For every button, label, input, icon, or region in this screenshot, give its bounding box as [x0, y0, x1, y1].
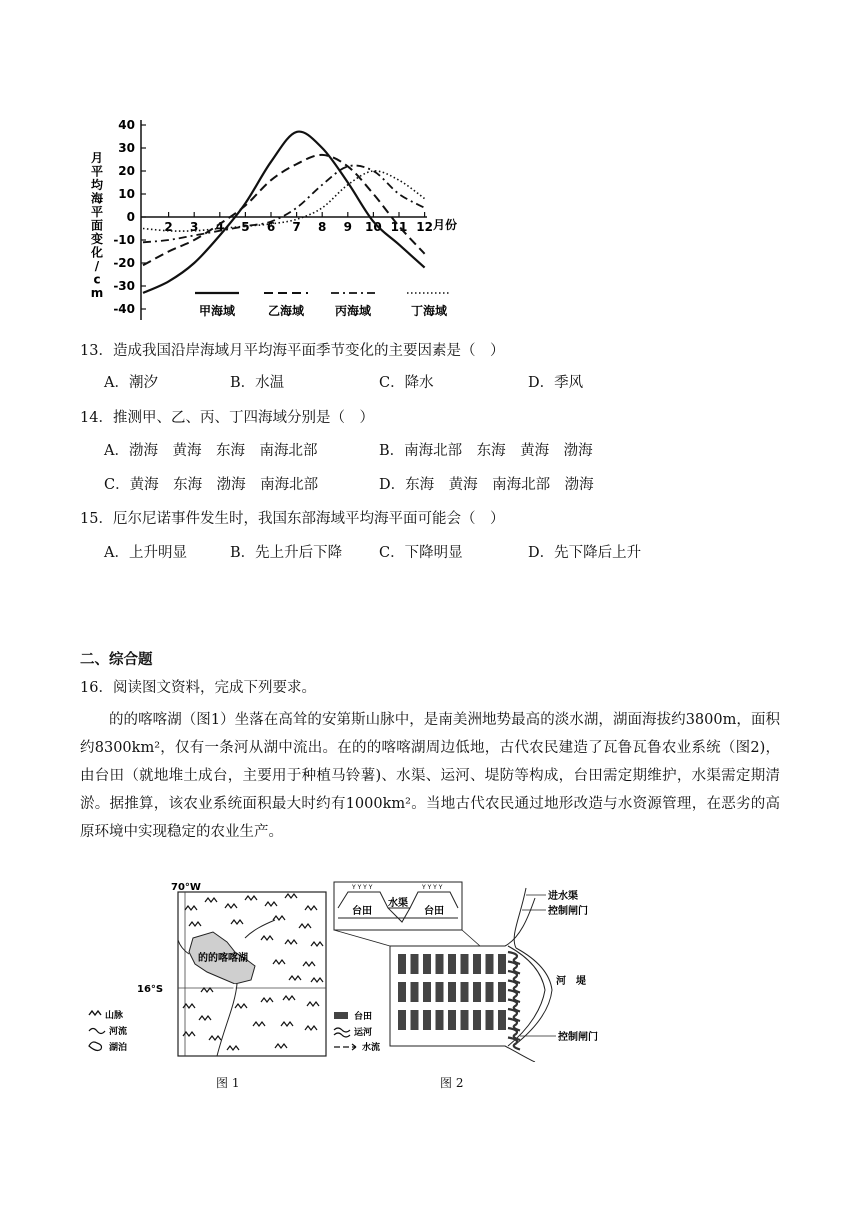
x-tick-label: 8: [318, 220, 327, 234]
raised-field: [461, 982, 469, 1002]
mountain-symbol: [227, 1046, 239, 1050]
q14-option-d[interactable]: D．东海 黄海 南海北部 渤海: [379, 477, 594, 493]
river-dike-label: 河 堤: [556, 976, 586, 987]
legend-label-2: 乙海域: [267, 304, 305, 318]
raised-field: [423, 982, 431, 1002]
lake-legend-icon: [89, 1042, 102, 1050]
q15-option-d[interactable]: D．先下降后上升: [528, 545, 642, 561]
mountain-symbol: [273, 960, 285, 964]
mountain-symbol: [311, 942, 323, 946]
mountain-symbol: [253, 1022, 265, 1026]
figure-1-caption: 图 1: [216, 1076, 240, 1090]
figure-1-legend: [89, 1009, 127, 1053]
svg-text:/: /: [94, 259, 100, 273]
q15-option-b[interactable]: B．先上升后下降: [230, 545, 343, 561]
svg-text:山脉: 山脉: [105, 1011, 124, 1021]
svg-text:平: 平: [90, 205, 104, 219]
raised-field: [411, 982, 419, 1002]
x-tick-label: 12: [416, 220, 433, 234]
raised-field: [461, 1010, 469, 1030]
svg-text:c: c: [93, 272, 101, 287]
svg-text:海: 海: [90, 191, 104, 206]
mountain-symbol: [231, 920, 243, 924]
svg-text:变: 变: [90, 232, 104, 246]
platform-legend-icon: [334, 1012, 348, 1019]
figure-2-diagram: [330, 878, 630, 1062]
latitude-label: 16°S: [137, 984, 164, 995]
svg-text:均: 均: [90, 178, 104, 192]
mountain-symbol: [245, 896, 257, 900]
mountain-symbol: [199, 1016, 211, 1020]
raised-field: [448, 982, 456, 1002]
series-line-1: [143, 132, 425, 293]
sea-level-chart: [85, 110, 505, 330]
raised-field: [498, 1010, 506, 1030]
x-tick-label: 2: [164, 220, 173, 234]
water-flow-legend-icon: [334, 1044, 356, 1050]
mountain-symbol: [275, 1044, 287, 1048]
mountain-symbol: [261, 998, 273, 1002]
x-tick-label: 10: [365, 220, 382, 234]
raised-field: [423, 954, 431, 974]
mountain-symbol: [185, 906, 197, 910]
inset-label-platform-1: 台田: [352, 906, 372, 917]
x-tick-label: 3: [190, 220, 199, 234]
x-tick-label: 4: [215, 220, 224, 234]
inset-label-platform-2: 台田: [424, 906, 444, 917]
raised-field: [398, 1010, 406, 1030]
raised-field: [436, 982, 444, 1002]
question-16-stem: 16．阅读图文资料，完成下列要求。: [80, 680, 316, 696]
mountain-symbol: [289, 976, 301, 980]
x-tick-label: 7: [292, 220, 301, 234]
mountain-symbol: [281, 1022, 293, 1026]
svg-text:月: 月: [90, 151, 104, 165]
raised-field: [423, 1010, 431, 1030]
mountain-symbol: [311, 978, 323, 982]
svg-text:平: 平: [90, 164, 104, 179]
q14-option-c[interactable]: C．黄海 东海 渤海 南海北部: [104, 477, 319, 493]
mountain-symbol: [305, 906, 317, 910]
mountain-symbol: [285, 940, 297, 944]
control-gate-label-bottom: 控制闸门: [558, 1032, 598, 1043]
control-gate-label-top: 控制闸门: [548, 906, 588, 917]
raised-field: [448, 1010, 456, 1030]
mountain-symbol: [209, 1036, 221, 1040]
svg-text:水流: 水流: [362, 1043, 381, 1053]
figure-2-caption: 图 2: [440, 1076, 464, 1090]
raised-field: [398, 982, 406, 1002]
mountain-symbol: [307, 1002, 319, 1006]
x-tick-label: 11: [390, 220, 408, 234]
series-line-2: [143, 155, 425, 265]
legend-label-4: 丁海域: [410, 304, 448, 318]
mountain-symbol: [225, 904, 237, 908]
y-tick-label: 30: [118, 141, 135, 155]
mountain-symbol: [235, 1004, 247, 1008]
q13-option-a[interactable]: A．潮汐: [104, 375, 158, 391]
y-tick-label: 0: [126, 210, 135, 224]
mountain-symbol: [273, 916, 285, 920]
lake-label: 的的喀喀湖: [198, 953, 248, 964]
mountain-symbol: [261, 936, 273, 940]
raised-field: [473, 954, 481, 974]
mountain-symbol: [285, 894, 297, 898]
raised-field: [486, 954, 494, 974]
river-legend-icon: [89, 1029, 105, 1034]
raised-field: [436, 954, 444, 974]
y-tick-label: 10: [118, 187, 135, 201]
x-axis-label: 月份: [433, 218, 458, 232]
mountain-symbol: [305, 1026, 317, 1030]
x-tick-label: 5: [241, 220, 250, 234]
raised-field: [436, 1010, 444, 1030]
svg-text:Y Y Y Y: Y Y Y Y: [422, 884, 443, 891]
y-axis-label: [90, 151, 104, 300]
raised-field: [473, 982, 481, 1002]
section-title: 二、综合题: [80, 652, 153, 668]
svg-text:m: m: [90, 286, 104, 300]
mountain-legend-icon: [89, 1011, 101, 1015]
raised-field: [461, 954, 469, 974]
series-line-4: [143, 171, 425, 231]
q13-option-b[interactable]: B．水温: [230, 375, 285, 391]
question-14-stem: 14．推测甲、乙、丙、丁四海域分别是（ ）: [80, 410, 374, 426]
y-tick-label: -10: [113, 233, 135, 247]
mountain-symbol: [303, 962, 315, 966]
mountain-symbol: [283, 996, 295, 1000]
raised-field: [486, 1010, 494, 1030]
question-13-stem: 13．造成我国沿岸海域月平均海平面季节变化的主要因素是（ ）: [80, 343, 505, 359]
svg-text:Y Y Y Y: Y Y Y Y: [352, 884, 373, 891]
svg-text:河流: 河流: [109, 1027, 128, 1037]
svg-text:化: 化: [90, 245, 104, 260]
svg-text:面: 面: [90, 218, 104, 233]
inlet-channel-label: 进水渠: [548, 891, 578, 902]
x-tick-label: 9: [343, 220, 352, 234]
mountain-symbol: [205, 898, 217, 902]
mountain-symbol: [201, 988, 213, 992]
figure-1-map: [85, 880, 335, 1060]
svg-text:运河: 运河: [354, 1028, 373, 1038]
q15-option-c[interactable]: C．下降明显: [379, 545, 463, 561]
mountain-symbol: [299, 924, 311, 928]
raised-field: [498, 954, 506, 974]
q13-option-d[interactable]: D．季风: [528, 375, 584, 391]
raised-field: [448, 954, 456, 974]
q14-option-a[interactable]: A．渤海 黄海 东海 南海北部: [104, 443, 318, 459]
raised-field: [398, 954, 406, 974]
x-tick-label: 6: [266, 220, 276, 234]
mountain-symbol: [265, 902, 277, 906]
inset-label-channel: 水渠: [388, 898, 408, 909]
raised-field: [411, 1010, 419, 1030]
svg-text:湖泊: 湖泊: [109, 1043, 128, 1053]
q15-option-a[interactable]: A．上升明显: [104, 545, 187, 561]
y-tick-label: -20: [113, 256, 135, 270]
legend-label-3: 丙海域: [334, 304, 372, 318]
mountain-symbol: [189, 922, 201, 926]
raised-field: [411, 954, 419, 974]
question-15-stem: 15．厄尔尼诺事件发生时，我国东部海域平均海平面可能会（ ）: [80, 511, 505, 527]
q14-option-b[interactable]: B．南海北部 东海 黄海 渤海: [379, 443, 593, 459]
raised-field: [486, 982, 494, 1002]
raised-field: [473, 1010, 481, 1030]
chart-legend: [195, 293, 451, 318]
y-tick-label: -30: [113, 279, 135, 293]
y-tick-label: 20: [118, 164, 135, 178]
svg-text:台田: 台田: [354, 1012, 373, 1022]
q13-option-c[interactable]: C．降水: [379, 375, 434, 391]
longitude-label: 70°W: [171, 882, 201, 893]
question-16-passage: 的的喀喀湖（图1）坐落在高耸的安第斯山脉中，是南美洲地势最高的淡水湖，湖面海拔约3800m，面积约8300km²，仅有一条河从湖中流出。在的的喀喀湖周边低地，古代农民建造了瓦鲁瓦鲁农业系统（图2)，由台田（就地堆土成台，主要用于种植马铃薯)、水渠、运河、堤防等构成，台田需定期维护，水渠需定期清淤。据推算，该农业系统面积最大时约有1000km²。当地古代农民通过地形改造与水资源管理，在恶劣的高原环境中实现稳定的农业生产。: [80, 712, 780, 840]
legend-label-1: 甲海域: [198, 304, 236, 318]
canal-legend-icon: [334, 1028, 350, 1037]
raised-field: [498, 982, 506, 1002]
y-tick-label: -40: [113, 302, 135, 316]
y-tick-label: 40: [118, 118, 135, 132]
